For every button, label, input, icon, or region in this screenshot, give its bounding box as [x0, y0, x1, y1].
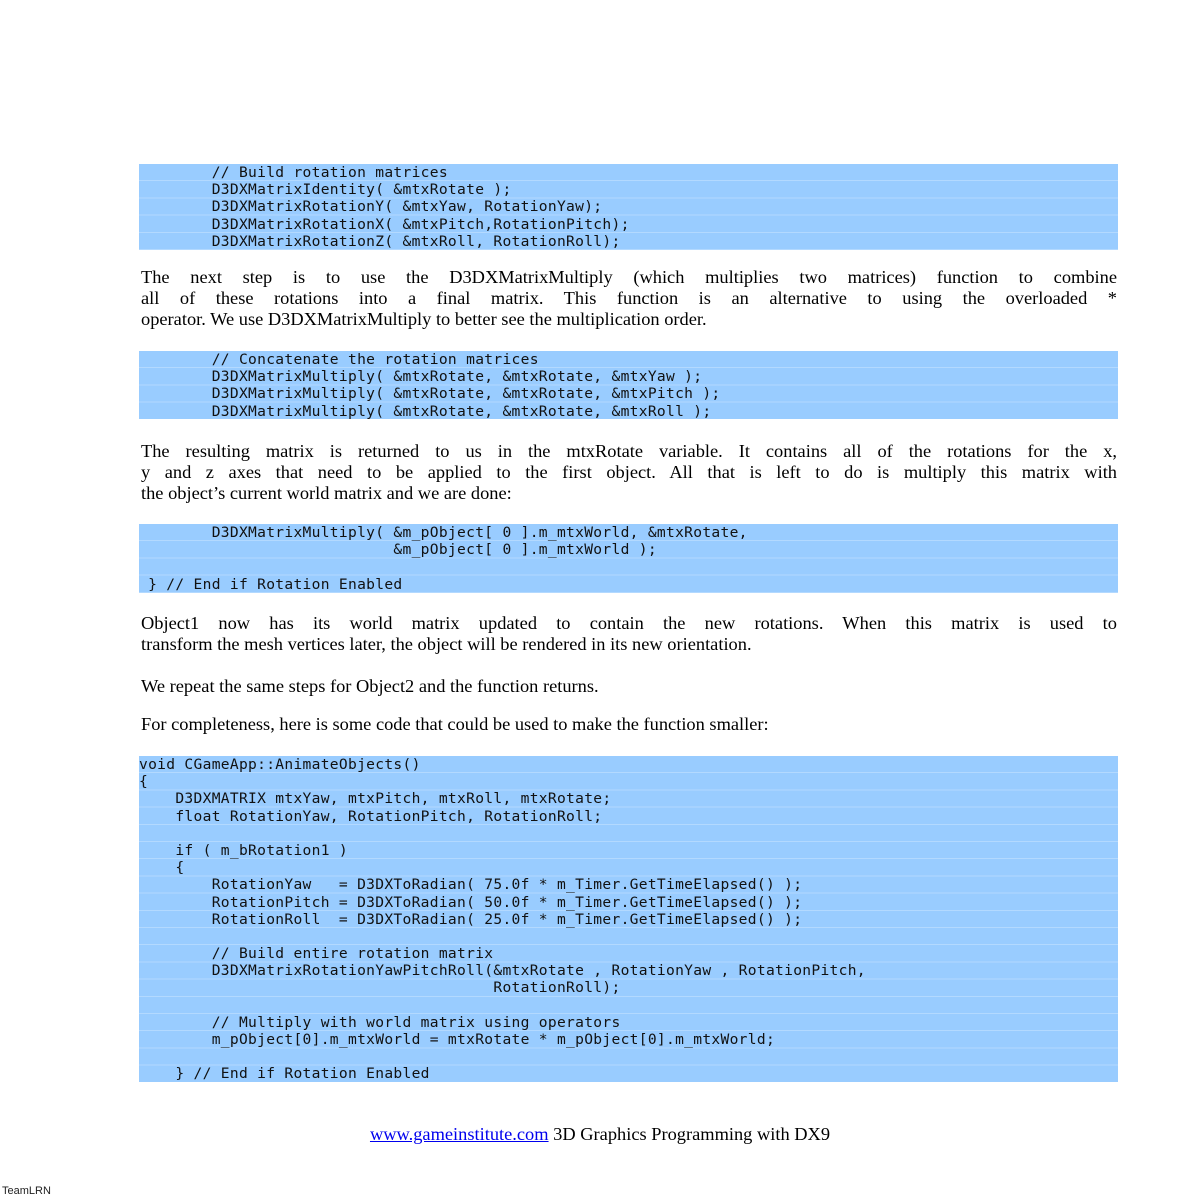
paragraph-line: operator. We use D3DXMatrixMultiply to better see the multiplication order. — [141, 309, 707, 329]
page-footer — [0, 1124, 1200, 1145]
code-line: float RotationYaw, RotationPitch, RotationRoll; — [139, 807, 603, 825]
paragraph-line: y and z axes that need to be applied to the first object. All that is left to do is multiply this matrix with — [141, 462, 1117, 482]
code-line: RotationPitch = D3DXToRadian( 50.0f * m_Timer.GetTimeElapsed() ); — [139, 893, 803, 911]
code-line: RotationYaw = D3DXToRadian( 75.0f * m_Timer.GetTimeElapsed() ); — [139, 876, 803, 894]
code-line: D3DXMatrixMultiply( &m_pObject[ 0 ].m_mtxWorld, &mtxRotate, — [139, 524, 748, 541]
code-line: &m_pObject[ 0 ].m_mtxWorld ); — [139, 541, 657, 559]
code-line: RotationRoll); — [139, 979, 621, 997]
code-line: } // End if Rotation Enabled — [139, 575, 403, 593]
paragraph-line: all of these rotations into a final matrix. This function is an alternative to using the overloaded * — [141, 288, 1117, 308]
paragraph-line: Object1 now has its world matrix updated to contain the new rotations. When this matrix is used to — [141, 613, 1117, 633]
code-line: { — [139, 859, 185, 877]
code-line: D3DXMATRIX mtxYaw, mtxPitch, mtxRoll, mtxRotate; — [139, 790, 612, 808]
code-line: D3DXMatrixRotationX( &mtxPitch,RotationPitch); — [139, 215, 630, 233]
code-line: // Build entire rotation matrix — [139, 945, 494, 963]
code-line — [139, 928, 1118, 945]
paragraph-object1-updated — [141, 613, 1117, 655]
code-line: // Multiply with world matrix using operators — [139, 1013, 621, 1031]
code-line — [139, 997, 1118, 1014]
code-line: m_pObject[0].m_mtxWorld = mtxRotate * m_pObject[0].m_mtxWorld; — [139, 1031, 776, 1048]
paragraph-completeness — [141, 714, 1117, 735]
paragraph-multiply-intro — [141, 267, 1117, 330]
code-line: } // End if Rotation Enabled — [139, 1065, 430, 1083]
code-line: { — [139, 773, 149, 791]
code-line — [139, 558, 1118, 575]
code-line: D3DXMatrixRotationYawPitchRoll(&mtxRotate , RotationYaw , RotationPitch, — [139, 962, 866, 980]
code-line: // Build rotation matrices — [139, 164, 448, 181]
paragraph-line: transform the mesh vertices later, the object will be rendered in its new orientation. — [141, 634, 752, 654]
code-line: D3DXMatrixRotationZ( &mtxRoll, RotationRoll); — [139, 232, 621, 250]
code-block-3 — [139, 524, 1118, 593]
footer-book-title: 3D Graphics Programming with DX9 — [553, 1124, 831, 1144]
code-block-2 — [139, 351, 1118, 419]
code-block-4 — [139, 756, 1118, 1082]
paragraph-resulting-matrix — [141, 441, 1117, 504]
code-line: void CGameApp::AnimateObjects() — [139, 756, 421, 773]
paragraph-line: For completeness, here is some code that could be used to make the function smaller: — [141, 714, 769, 734]
paragraph-line: the object’s current world matrix and we are done: — [141, 483, 512, 503]
code-line: D3DXMatrixIdentity( &mtxRotate ); — [139, 181, 512, 199]
code-line: D3DXMatrixRotationY( &mtxYaw, RotationYaw); — [139, 198, 603, 216]
code-line — [139, 1048, 1118, 1065]
code-block-1 — [139, 164, 1118, 250]
gameinstitute-link[interactable]: www.gameinstitute.com — [369, 1124, 549, 1144]
paragraph-repeat-steps — [141, 676, 1117, 697]
paragraph-line: The next step is to use the D3DXMatrixMultiply (which multiplies two matrices) function to combine — [141, 267, 1117, 287]
paragraph-line: The resulting matrix is returned to us in the mtxRotate variable. It contains all of the rotations for the x, — [141, 441, 1117, 461]
code-line: if ( m_bRotation1 ) — [139, 841, 348, 859]
code-line: D3DXMatrixMultiply( &mtxRotate, &mtxRotate, &mtxYaw ); — [139, 368, 703, 386]
code-line: D3DXMatrixMultiply( &mtxRotate, &mtxRotate, &mtxRoll ); — [139, 402, 712, 420]
code-line: D3DXMatrixMultiply( &mtxRotate, &mtxRotate, &mtxPitch ); — [139, 385, 721, 403]
code-line: RotationRoll = D3DXToRadian( 25.0f * m_Timer.GetTimeElapsed() ); — [139, 910, 803, 928]
code-line: // Concatenate the rotation matrices — [139, 351, 539, 368]
teamlrn-watermark: TeamLRN — [2, 1185, 51, 1197]
paragraph-line: We repeat the same steps for Object2 and the function returns. — [141, 676, 599, 696]
code-line — [139, 825, 1118, 842]
